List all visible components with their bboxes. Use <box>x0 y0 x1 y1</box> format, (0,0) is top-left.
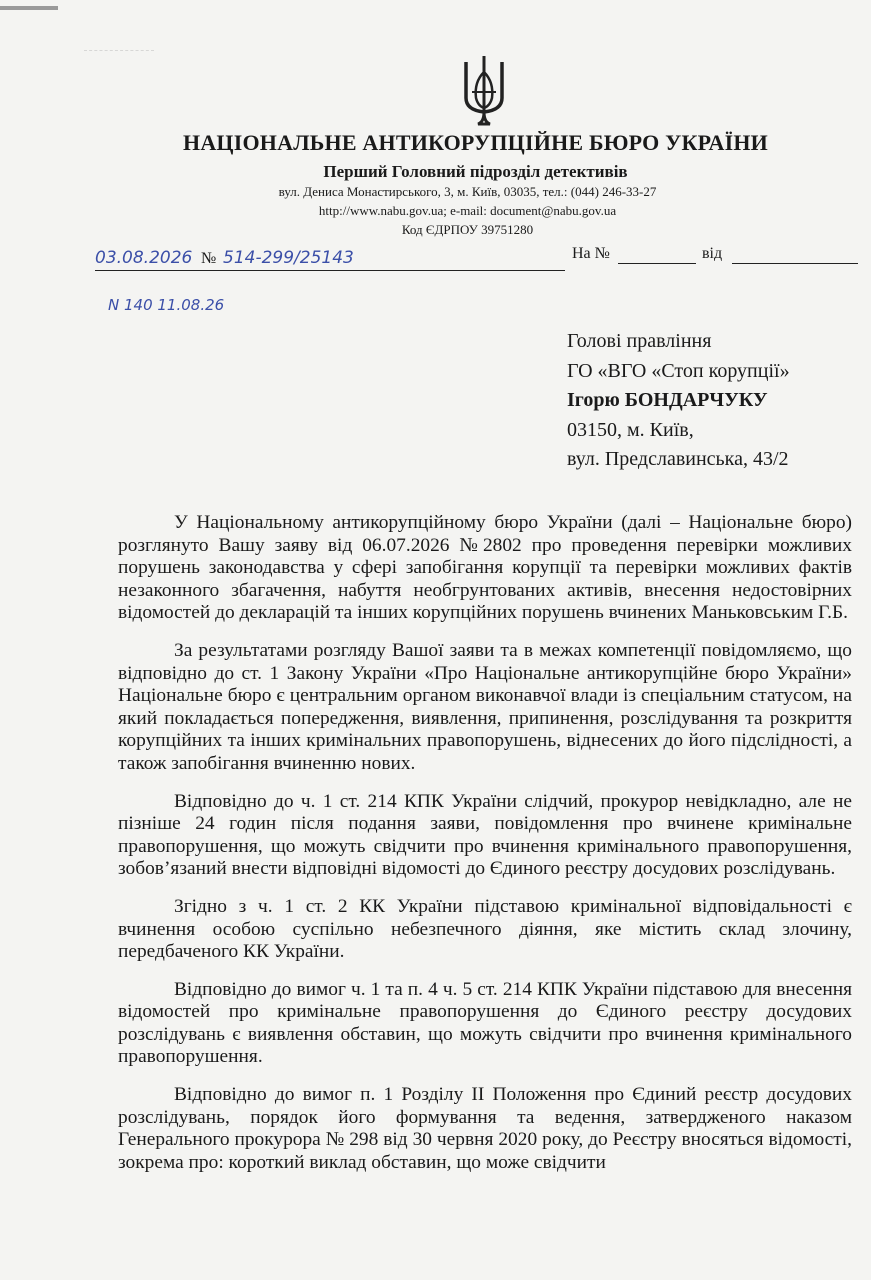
incoming-number-label: На № <box>572 245 610 262</box>
org-edrpou: Код ЄДРПОУ 39751280 <box>401 222 534 237</box>
body-paragraph: Відповідно до вимог п. 1 Розділу ІІ Положення про Єдиний реєстр досудових розслідувань, порядок його формування та ведення, затвердженого наказом Генерального прокурора № 298 від 30 червня 2020 року, до Реєстру вносяться відомості, зокрема про: короткий виклад обставин, що може свідчити <box>118 1084 852 1173</box>
scan-edge-mark <box>0 6 58 10</box>
org-name: НАЦІОНАЛЬНЕ АНТИКОРУПЦІЙНЕ БЮРО УКРАЇНИ <box>183 130 768 155</box>
registration-mark: N 140 11.08.26 <box>108 296 225 314</box>
outgoing-date: 03.08.2026 <box>95 248 193 268</box>
body-paragraph: За результатами розгляду Вашої заяви та в межах компетенції повідомляємо, що відповідно до ст. 1 Закону України «Про Національне антикорупційне бюро України» Національне бюро є центральним органом виконавчої влади із спеціальним статусом, на який покладається попередження, виявлення, припинення, розслідування та розкриття корупційних та інших кримінальних правопорушень, віднесених до його підслідності, а також запобігання вчиненню нових. <box>118 639 852 774</box>
letter-body <box>118 512 852 1189</box>
recipient-street: вул. Предславинська, 43/2 <box>567 448 789 470</box>
incoming-number-line <box>618 263 696 264</box>
recipient-position: Голові правління <box>567 330 712 352</box>
org-contacts: http://www.nabu.gov.ua; e-mail: document@nabu.gov.ua <box>318 203 617 218</box>
recipient-name: Ігорю БОНДАРЧУКУ <box>567 389 768 411</box>
org-unit: Перший Головний підрозділ детективів <box>323 162 628 181</box>
trident-icon <box>456 52 512 128</box>
body-paragraph: У Національному антикорупційному бюро України (далі – Національне бюро) розглянуто Вашу заяву від 06.07.2026 №2802 про проведення перевірки можливих порушень законодавства у сфері запобігання корупції та перевірки можливих фактів незаконного збагачення, набуття необгрунтованих активів, внесення недостовірних відомостей до декларацій та інших корупційних порушень вчинених Маньковським Г.Б. <box>118 512 852 624</box>
outgoing-number-label: № <box>201 250 217 267</box>
body-paragraph: Відповідно до вимог ч. 1 та п. 4 ч. 5 ст. 214 КПК України підставою для внесення відомостей про кримінальне правопорушення до Єдиного реєстру досудових розслідувань є виявлення обставин, що можуть свідчити про вчинення кримінального правопорушення. <box>118 978 852 1068</box>
incoming-date-label: від <box>702 245 723 262</box>
outgoing-reference-line <box>95 270 565 271</box>
margin-scribble <box>84 38 154 51</box>
incoming-date-line <box>732 263 858 264</box>
recipient-city: 03150, м. Київ, <box>567 419 694 441</box>
outgoing-number: 514-299/25143 <box>223 248 354 268</box>
recipient-organization: ГО «ВГО «Стоп корупції» <box>567 360 790 382</box>
body-paragraph: Відповідно до ч. 1 ст. 214 КПК України слідчий, прокурор невідкладно, але не пізніше 24 годин після подання заяви, повідомлення про вчинене кримінальне правопорушення, що можуть свідчити про вчинення кримінального правопорушення, зобов’язаний внести відповідні відомості до Єдиного реєстру досудових розслідувань. <box>118 790 852 880</box>
org-address: вул. Дениса Монастирського, 3, м. Київ, 03035, тел.: (044) 246-33-27 <box>278 184 657 199</box>
body-paragraph: Згідно з ч. 1 ст. 2 КК України підставою кримінальної відповідальності є вчинення особою суспільно небезпечного діяння, яке містить склад злочину, передбаченого КК України. <box>118 895 852 963</box>
